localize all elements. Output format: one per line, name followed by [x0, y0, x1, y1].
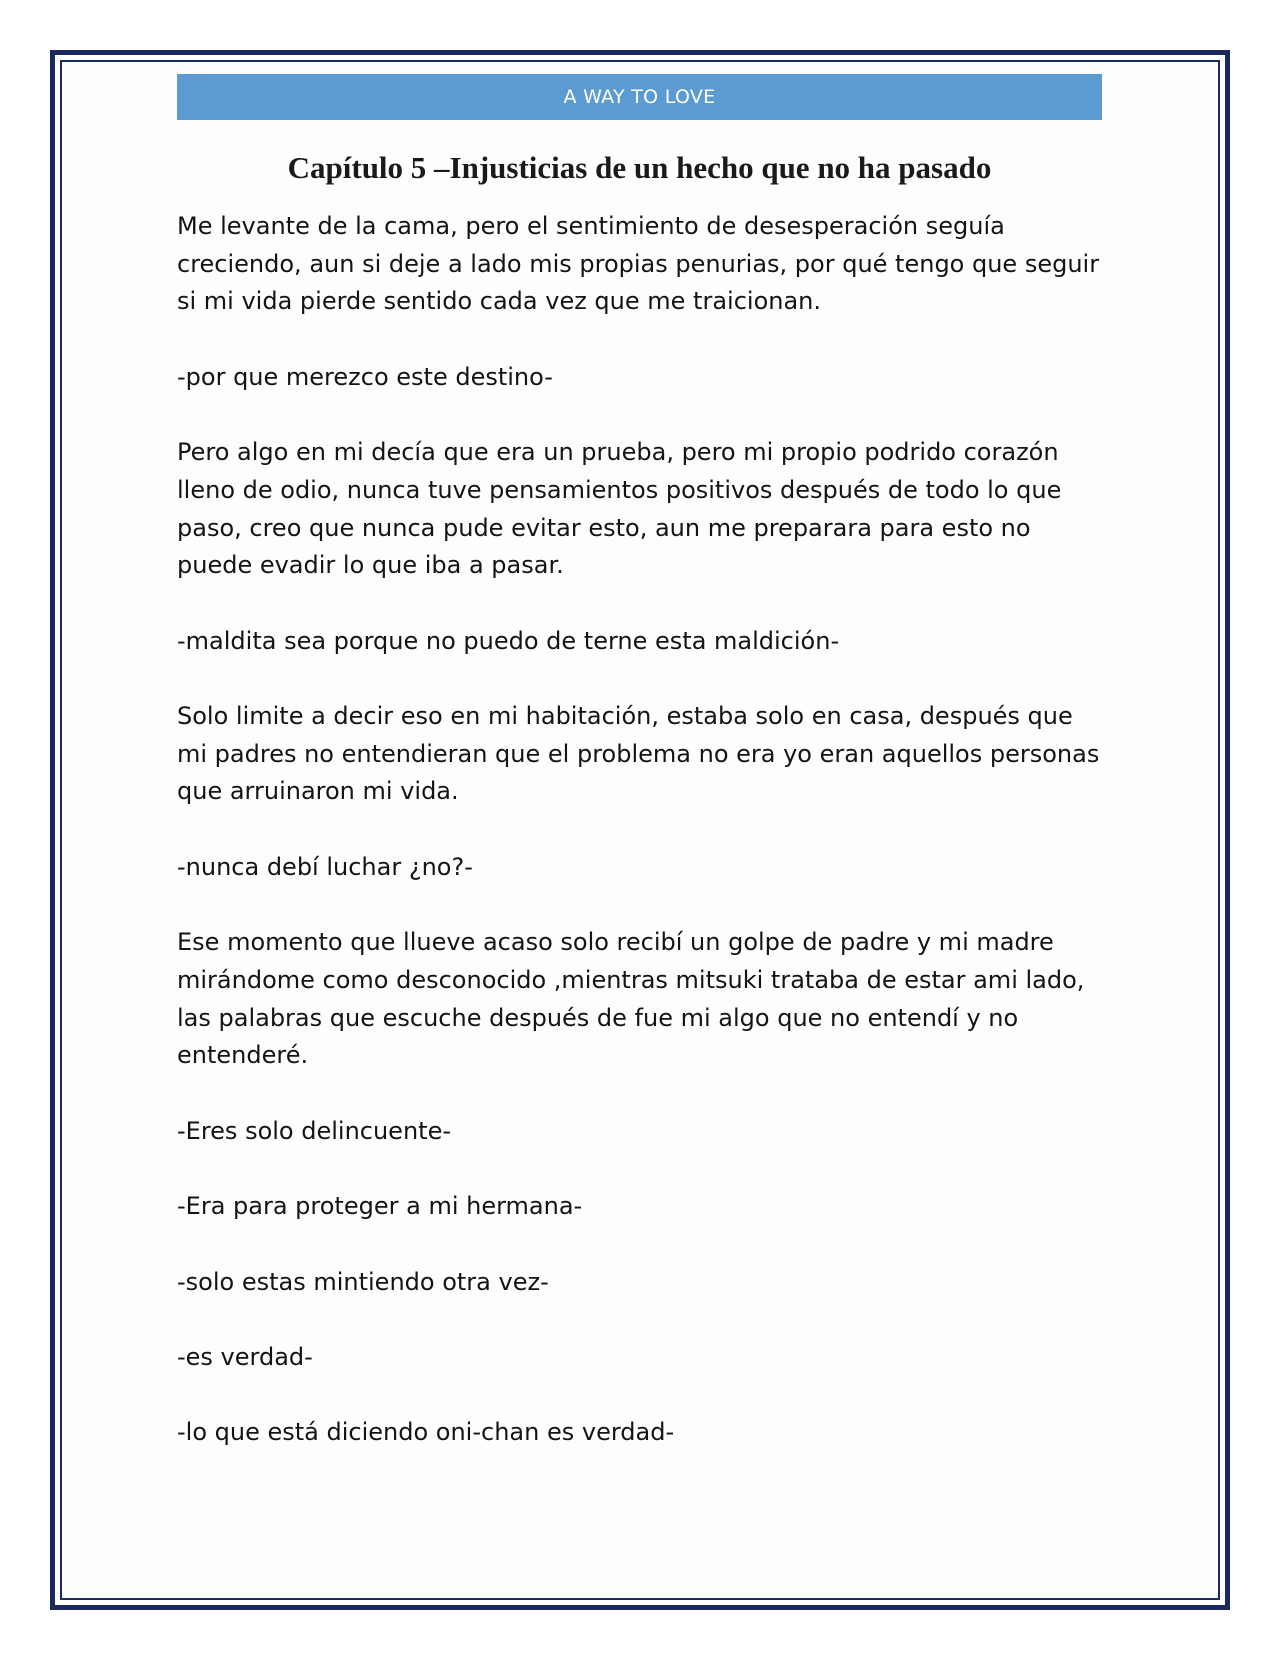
paragraph: Pero algo en mi decía que era un prueba, pero mi propio podrido corazón lleno de odio, nunca tuve pensamientos positivos después de todo lo que paso, creo que nunca pude evitar esto, aun me preparara para esto no puede evadir lo que iba a pasar.: [177, 438, 1062, 580]
chapter-title: Capítulo 5 –Injusticias de un hecho que no ha pasado: [287, 150, 992, 185]
paragraph: Me levante de la cama, pero el sentimiento de desesperación seguía creciendo, aun si deje a lado mis propias penurias, por qué tengo que seguir si mi vida pierde sentido cada vez que me traicionan.: [177, 212, 1100, 316]
header-band: A WAY TO LOVE: [177, 74, 1102, 120]
dialogue-line: -es verdad-: [177, 1342, 313, 1371]
dialogue-line: -Era para proteger a mi hermana-: [177, 1192, 583, 1221]
dialogue-line: -nunca debí luchar ¿no?-: [177, 852, 473, 881]
paragraph: Ese momento que llueve acaso solo recibí un golpe de padre y mi madre mirándome como desconocido ,mientras mitsuki trataba de estar ami lado, las palabras que escuche después de fue mi algo que no entendí y no entenderé.: [177, 928, 1085, 1070]
chapter-body: [177, 208, 1102, 1490]
dialogue-line: -lo que está diciendo oni-chan es verdad-: [177, 1418, 675, 1447]
dialogue-line: -por que merezco este destino-: [177, 362, 553, 391]
dialogue-line: -solo estas mintiendo otra vez-: [177, 1267, 549, 1296]
dialogue-line: -Eres solo delincuente-: [177, 1116, 451, 1145]
paragraph: Solo limite a decir eso en mi habitación, estaba solo en casa, después que mi padres no entendieran que el problema no era yo eran aquellos personas que arruinaron mi vida.: [177, 702, 1100, 806]
dialogue-line: -maldita sea porque no puedo de terne esta maldición-: [177, 626, 840, 655]
